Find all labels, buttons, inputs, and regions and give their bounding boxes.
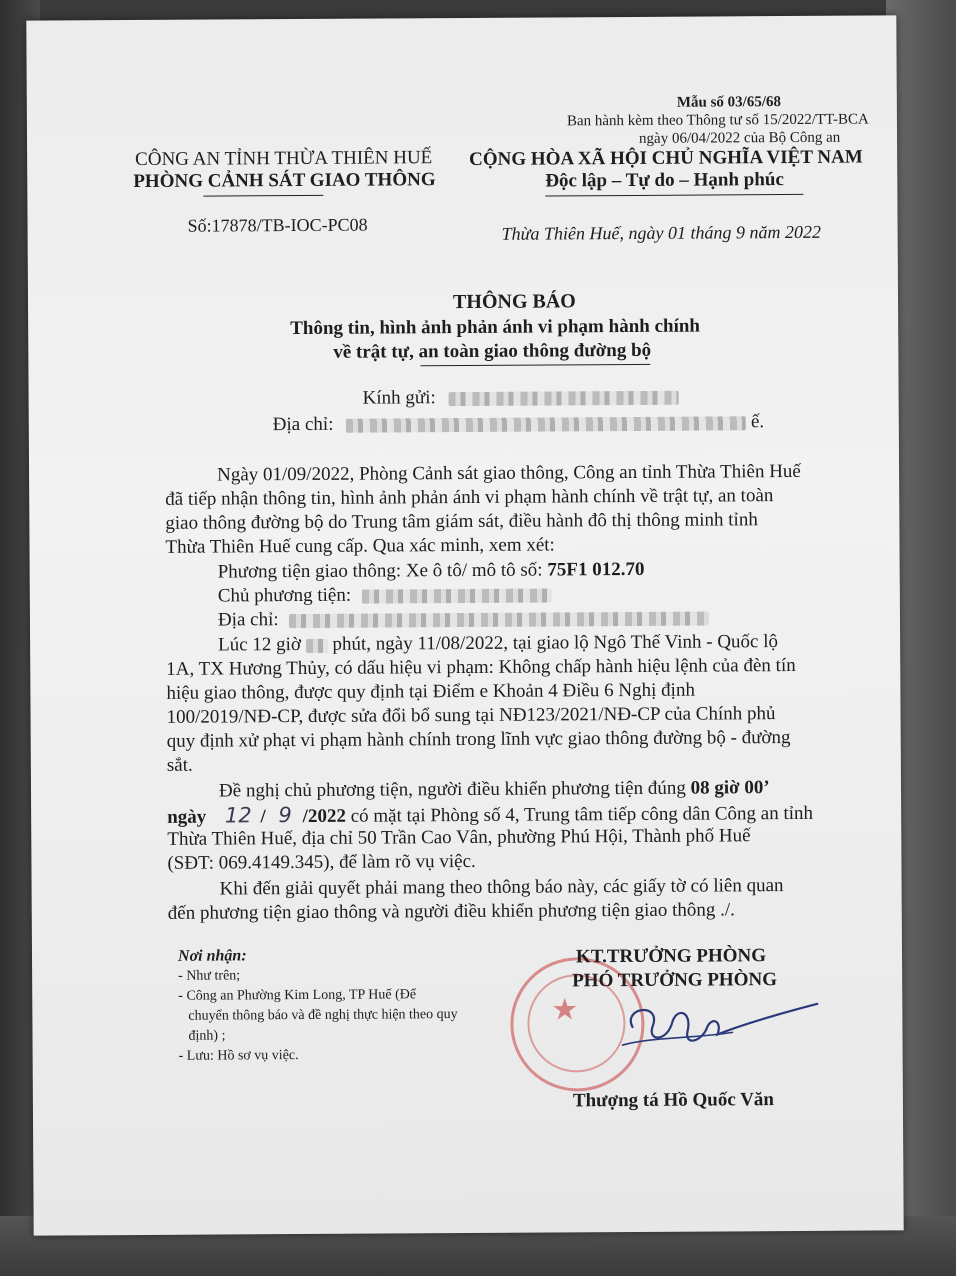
owner-line	[218, 582, 552, 608]
notice-title: THÔNG BÁO	[452, 290, 576, 314]
body-p2-line-1	[218, 630, 778, 657]
vehicle-label: Phương tiện giao thông:	[217, 560, 402, 583]
redacted-owner-address	[289, 611, 709, 628]
vehicle-type: Xe ô tô/ mô tô số:	[405, 559, 543, 582]
body-p2-line-2: 1A, TX Hương Thủy, có dấu hiệu vi phạm: Không chấp hành hiệu lệnh của đèn tín	[166, 654, 796, 680]
subtitle-underline	[420, 364, 650, 366]
redacted-recipient-name	[448, 390, 678, 405]
notice-subtitle-1: Thông tin, hình ảnh phản ánh vi phạm hành chính	[290, 315, 701, 340]
body-p3-line-2: ngày 12 / 9 /2022 có mặt tại Phòng số 4, Trung tâm tiếp công dân Công an tỉnh	[167, 802, 814, 828]
nation-motto: Độc lập – Tự do – Hạnh phúc	[545, 169, 784, 192]
recipients-item-2b: chuyển thông báo và đề nghị thực hiện theo quy	[188, 1007, 458, 1024]
doc-number: Số:17878/TB-IOC-PC08	[187, 214, 368, 236]
owner-address-line	[218, 606, 710, 633]
body-p4-line-1: Khi đến giải quyết phải mang theo thông báo này, các giấy tờ có liên quan	[219, 875, 784, 900]
agency-parent: CÔNG AN TỈNH THỪA THIÊN HUẾ	[135, 147, 433, 171]
body-p2-line-1b: phút, ngày 11/08/2022, tại giao lộ Ngô Thế Vinh - Quốc lộ	[332, 631, 779, 655]
redacted-owner	[362, 588, 552, 603]
notice-subtitle-2: về trật tự, an toàn giao thông đường bộ	[333, 339, 652, 363]
address-tail: ế.	[750, 411, 765, 433]
recipients-title: Nơi nhận:	[177, 947, 247, 965]
body-p3-line-1	[219, 776, 770, 803]
redacted-minute	[306, 638, 328, 652]
address-line	[273, 410, 765, 437]
document-page	[26, 15, 903, 1235]
owner-label: Chủ phương tiện:	[217, 584, 352, 607]
body-p2-line-3: hiệu giao thông, được quy định tại Điểm e Khoản 4 Điều 6 Nghị định	[166, 679, 695, 704]
address-label: Địa chỉ:	[272, 413, 334, 436]
appointment-ngay: ngày	[167, 806, 207, 828]
recipients-item-3: - Lưu: Hồ sơ vụ việc.	[178, 1048, 299, 1064]
body-p1-line-4: Thừa Thiên Huế cung cấp. Qua xác minh, xem xét:	[165, 534, 555, 558]
agency-underline	[203, 195, 323, 197]
body-p1-line-2: đã tiếp nhận thông tin, hình ảnh phản ánh vi phạm hành chính về trật tự, an toàn	[165, 485, 774, 510]
body-p1-line-1: Ngày 01/09/2022, Phòng Cảnh sát giao thông, Công an tỉnh Thừa Thiên Huế	[217, 460, 801, 486]
body-p2-line-6: sắt.	[166, 754, 193, 776]
vehicle-plate: 75F1 012.70	[547, 558, 645, 581]
body-p4-line-2: đến phương tiện giao thông và người điều khiển phương tiện giao thông ./.	[167, 899, 735, 924]
place-date: Thừa Thiên Huế, ngày 01 tháng 9 năm 2022	[501, 221, 821, 244]
agency-name: PHÒNG CẢNH SÁT GIAO THÔNG	[133, 169, 436, 193]
form-issued-with: Ban hành kèm theo Thông tư số 15/2022/TT-BCA	[566, 111, 869, 130]
appointment-year: /2022	[302, 805, 346, 827]
to-line	[363, 385, 679, 411]
body-p2-line-5: quy định xử phạt vi phạm hành chính trong lĩnh vực giao thông đường bộ - đường	[166, 727, 791, 752]
appointment-time: 08 giờ 00’	[690, 777, 770, 799]
nation-title: CỘNG HÒA XÃ HỘI CHỦ NGHĨA VIỆT NAM	[469, 146, 863, 170]
body-p3-line-4: (SĐT: 069.4149.345), để làm rõ vụ việc.	[167, 850, 476, 874]
form-issued-date: ngày 06/04/2022 của Bộ Công an	[638, 129, 841, 147]
recipients-item-1: - Như trên;	[178, 968, 241, 984]
signature-icon	[592, 996, 832, 1067]
body-p2-line-1a: Lúc 12 giờ	[218, 634, 302, 656]
redacted-recipient-address	[346, 416, 746, 432]
recipients-item-2a: - Công an Phường Kim Long, TP Huế (Để	[178, 987, 417, 1004]
motto-underline	[545, 194, 803, 197]
vehicle-line	[218, 558, 645, 585]
signer-title-1: KT.TRƯỞNG PHÒNG	[575, 945, 767, 968]
stamp-star-icon: ★	[551, 993, 579, 1027]
recipients-item-2c: định) ;	[188, 1028, 226, 1044]
to-label: Kính gửi:	[362, 387, 436, 409]
signer-title-2: PHÓ TRƯỞNG PHÒNG	[572, 969, 778, 992]
body-p3-line-3: Thừa Thiên Huế, địa chỉ 50 Trần Cao Vân, phường Phú Hội, Thành phố Huế	[167, 825, 751, 850]
body-p1-line-3: giao thông đường bộ do Trung tâm giám sát, điều hành đô thị thông minh tỉnh	[165, 509, 758, 534]
body-p3-line-2b: có mặt tại Phòng số 4, Trung tâm tiếp công dân Công an tỉnh	[350, 802, 814, 827]
owner-address-label: Địa chỉ:	[217, 609, 279, 631]
appointment-day: 12	[224, 803, 252, 828]
signer-name: Thượng tá Hồ Quốc Văn	[572, 1089, 775, 1112]
appointment-month: 9	[278, 803, 292, 828]
body-p2-line-4: 100/2019/NĐ-CP, được sửa đổi bổ sung tại NĐ123/2021/NĐ-CP của Chính phủ	[166, 703, 776, 728]
form-number: Mẫu số 03/65/68	[676, 94, 782, 111]
body-p3-line-1a: Đề nghị chủ phương tiện, người điều khiển phương tiện đúng	[218, 777, 686, 802]
